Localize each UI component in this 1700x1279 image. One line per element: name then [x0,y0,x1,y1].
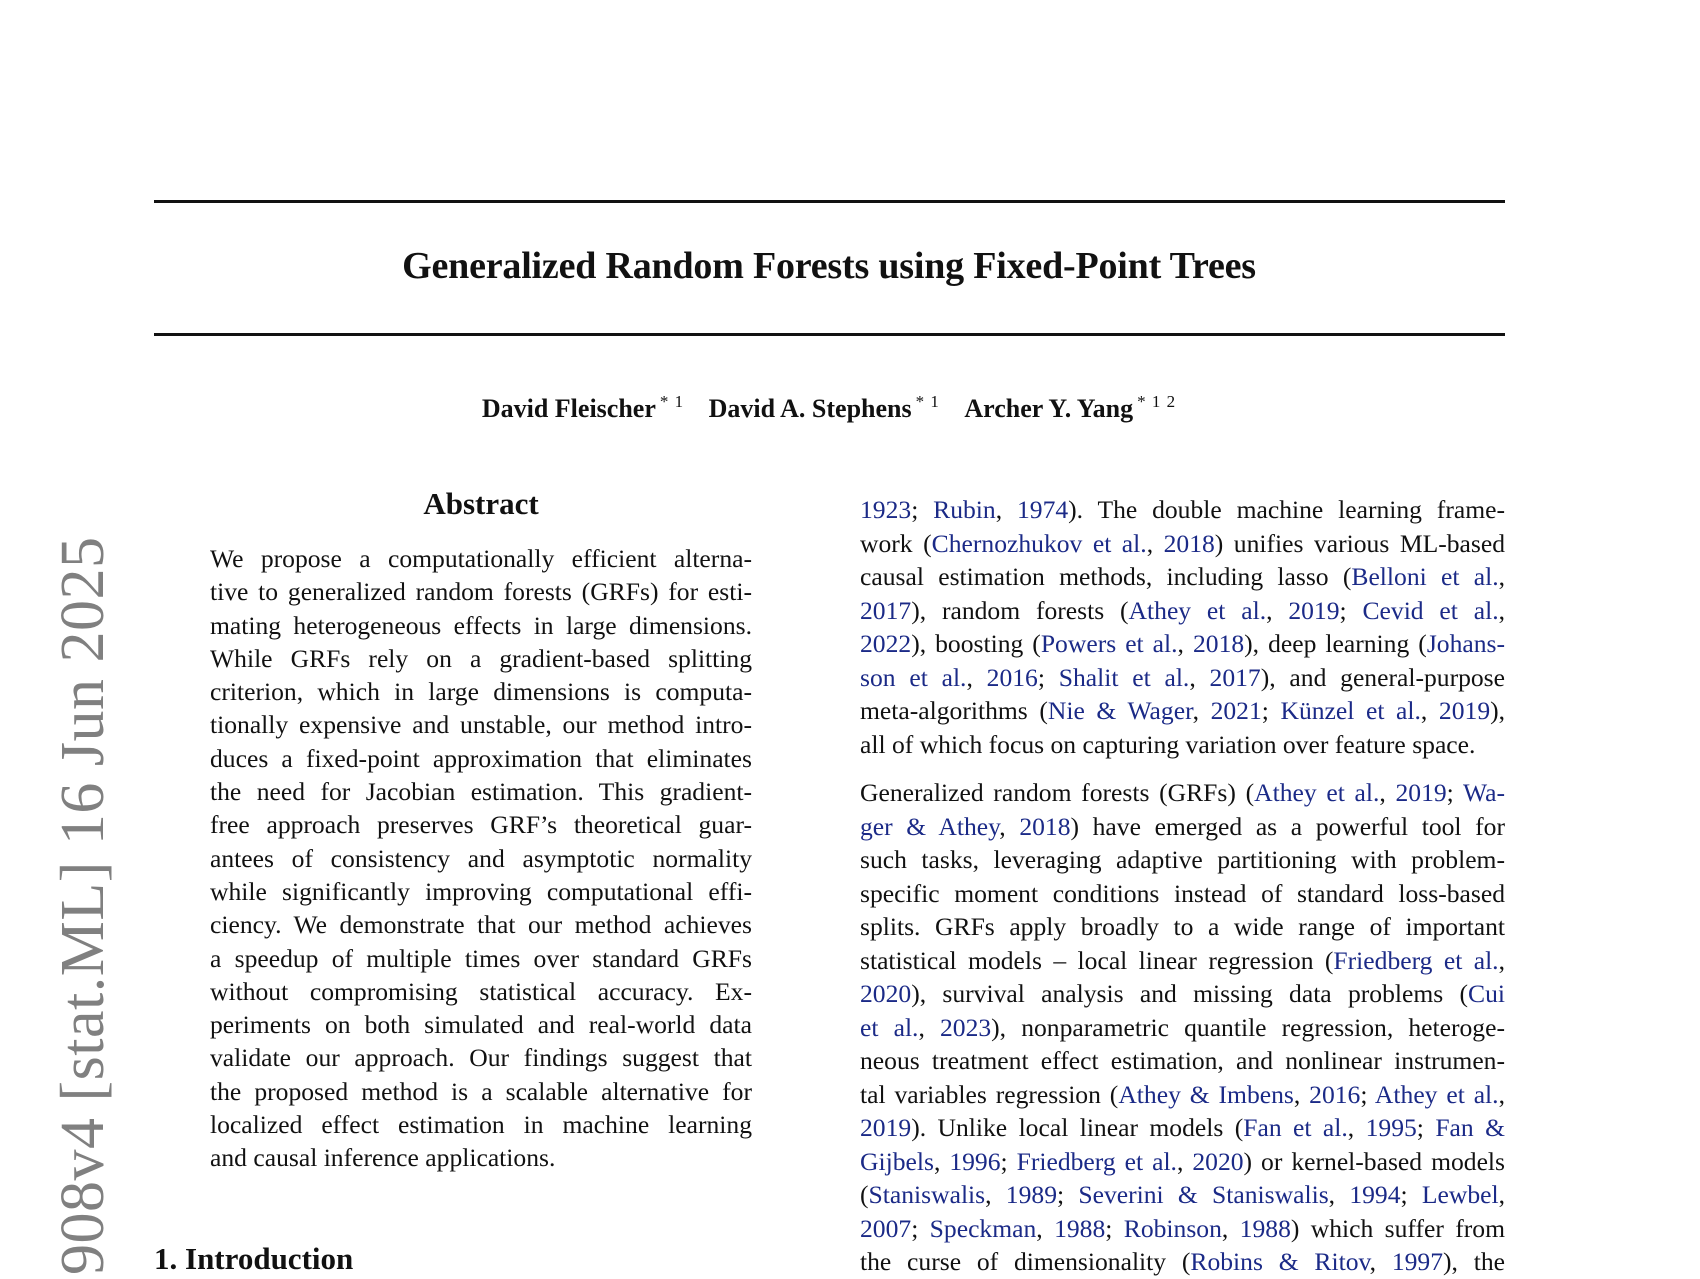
citation-link[interactable]: 2020 [860,979,912,1008]
abstract-line: while significantly improving computational effi- [210,876,752,906]
citation-link[interactable]: ger & Athey [860,811,1000,841]
citation-link[interactable]: 2023 [939,1012,992,1042]
citation-link[interactable]: 2007 [860,1213,912,1243]
citation-link[interactable]: 2018 [1163,528,1215,558]
body-text: , [1192,696,1211,725]
abstract-line: and causal inference applications. [210,1143,556,1173]
text-line [860,1178,1505,1212]
citation-link[interactable]: 2019 [1288,595,1340,625]
citation-link[interactable]: Athey & Imbens [1118,1079,1294,1109]
abstract-line: antees of consistency and asymptotic normality [210,843,752,873]
text-line [860,560,1505,594]
body-text: , [918,1012,940,1042]
body-text: , [1498,945,1505,975]
citation-link[interactable]: 2017 [1209,662,1261,692]
body-text: Generalized random forests (GRFs) ( [860,778,1255,807]
body-text: ; [1000,1146,1017,1176]
citation-link[interactable]: 1996 [949,1146,1001,1176]
body-text: ), [1490,696,1506,725]
body-text: such tasks, leveraging adaptive partitioning with problem- [860,845,1505,874]
author-affiliation: * 1 2 [1137,392,1177,411]
text-line [860,694,1505,728]
body-text: , [1498,1079,1505,1109]
body-text: ; [1339,595,1363,625]
citation-link[interactable]: 1923 [860,495,912,524]
author [709,392,940,424]
body-text: the curse of dimensionality ( [860,1247,1191,1276]
text-line [860,944,1505,978]
abstract-line: periments on both simulated and real-world data [210,1010,752,1040]
author-name: David A. Stephens [708,394,912,423]
body-text: , [995,495,1017,524]
citation-link[interactable]: 2019 [1438,696,1491,725]
text-line [860,977,1505,1011]
body-text: , [1498,595,1506,625]
body-text: ), nonparametric quantile regression, heteroge- [991,1012,1505,1042]
body-text: tal variables regression ( [860,1079,1119,1109]
citation-link[interactable]: Fan & [1435,1113,1506,1142]
abstract-body [210,542,752,1175]
abstract-line: a speedup of multiple times over standard GRFs [210,943,752,973]
citation-link[interactable]: 1988 [1239,1213,1291,1243]
body-text: , [966,662,987,692]
body-text: splits. GRFs apply broadly to a wide range of important [860,912,1505,941]
body-text: , [1176,1146,1193,1176]
title-bottom-rule [154,333,1505,336]
author-affiliation: * 1 [659,392,685,411]
body-text: ; [1056,1180,1079,1209]
citation-link[interactable]: Speckman [929,1213,1037,1243]
citation-link[interactable]: 2018 [1192,629,1245,658]
citation-link[interactable]: Athey et al. [1128,595,1267,625]
body-text: , [1328,1180,1350,1209]
body-text: , [1420,696,1439,725]
text-line [860,910,1505,944]
author [482,392,684,424]
body-text: ). The double machine learning frame- [1068,495,1505,524]
citation-link[interactable]: Shalit et al. [1058,662,1190,692]
body-text: ; [1037,662,1059,692]
abstract-line: the need for Jacobian estimation. This gradient- [210,777,752,807]
text-line [860,776,1505,810]
body-text: , [1266,595,1289,625]
body-text: causal estimation methods, including lasso ( [860,562,1352,591]
citation-link[interactable]: 1994 [1349,1180,1401,1209]
abstract-line: free approach preserves GRF’s theoretical guar- [210,810,752,840]
text-line [860,661,1505,695]
text-line [860,1145,1505,1179]
citation-link[interactable]: 2019 [860,1113,912,1142]
citation-link[interactable]: 2021 [1210,696,1262,725]
text-line [860,1245,1505,1279]
citation-link[interactable]: Gijbels [860,1146,934,1176]
body-text: ; [1400,1180,1422,1209]
body-text: ) or kernel-based models [1243,1146,1505,1176]
body-text: ), the [1443,1247,1505,1276]
body-text: ) have emerged as a powerful tool for [1070,811,1506,841]
body-text: work ( [860,528,932,558]
body-text: , [985,1180,1006,1209]
citation-link[interactable]: Friedberg et al. [1333,945,1499,975]
citation-link[interactable]: Athey et al. [1254,778,1380,807]
citation-link[interactable]: 2016 [1309,1079,1361,1109]
body-text: , [1293,1079,1310,1109]
text-line [860,877,1505,911]
text-line [860,1078,1505,1112]
abstract-line: duces a fixed-point approximation that eliminates [210,743,752,773]
text-line [860,810,1505,844]
abstract-line: the proposed method is a scalable alternative for [210,1076,752,1106]
citation-link[interactable]: son et al. [860,662,967,692]
body-text: , [1146,528,1164,558]
citation-link[interactable]: Athey et al. [1374,1079,1499,1109]
author-affiliation: * 1 [915,392,940,411]
citation-link[interactable]: 2018 [1019,811,1071,841]
abstract-line: While GRFs rely on a gradient-based splitting [210,643,752,673]
body-text: , [1177,629,1193,658]
body-text: ; [911,495,934,524]
text-line [860,594,1505,628]
text-line [860,1044,1505,1078]
abstract-line: mating heterogeneous effects in large dimensions. [210,610,752,640]
citation-link[interactable]: Cevid et al. [1362,595,1499,625]
abstract-line: ciency. We demonstrate that our method achieves [210,910,752,940]
body-text: ) which suffer from [1290,1213,1506,1243]
body-text: ), and general-purpose [1260,662,1506,692]
section-heading-introduction: 1. Introduction [154,1241,354,1276]
abstract-line: without compromising statistical accuracy. Ex- [210,976,752,1006]
body-text: ; [1105,1213,1124,1243]
text-line [860,728,1505,762]
body-text: ; [1446,778,1463,807]
body-text: ) unifies various ML-based [1214,528,1506,558]
title-top-rule [154,200,1505,203]
citation-link[interactable]: 2020 [1192,1146,1244,1176]
body-text: meta-algorithms ( [860,696,1048,725]
citation-link[interactable]: Wa- [1463,778,1505,807]
body-text: , [1498,1180,1506,1209]
citation-link[interactable]: Künzel et al. [1280,696,1421,725]
abstract-line: localized effect estimation in machine learning [210,1110,752,1140]
citation-link[interactable]: 1997 [1391,1247,1444,1276]
paper-title: Generalized Random Forests using Fixed-Point Trees [402,245,1256,287]
citation-link[interactable]: Robins & Ritov [1190,1247,1370,1276]
citation-link[interactable]: 2019 [1395,778,1447,807]
arxiv-identifier-stamp: 908v4 [stat.ML] 16 Jun 2025 [49,536,117,1275]
citation-link[interactable]: Fan et al. [1243,1113,1348,1142]
citation-link[interactable]: Rubin [933,495,996,524]
body-text: , [1498,562,1505,591]
citation-link[interactable]: 2017 [860,595,912,625]
text-line [860,493,1505,527]
citation-link[interactable]: 1974 [1016,495,1069,524]
body-text: statistical models – local linear regression ( [860,945,1334,975]
body-text: , [999,811,1020,841]
abstract-line: tive to generalized random forests (GRFs) for esti- [210,577,752,607]
author-name: Archer Y. Yang [964,394,1134,423]
author-list [0,392,1658,424]
body-text: ; [911,1213,930,1243]
body-text: ). Unlike local linear models ( [911,1113,1244,1142]
abstract-line: We propose a computationally efficient alterna- [210,544,752,573]
author [964,392,1176,424]
body-text: , [1189,662,1210,692]
body-text: , [1347,1113,1366,1142]
body-text: ), boosting ( [911,629,1041,658]
body-text: ; [1360,1079,1375,1109]
body-text: , [933,1146,950,1176]
citation-link[interactable]: Chernozhukov et al. [931,528,1147,558]
citation-link[interactable]: 2016 [986,662,1038,692]
citation-link[interactable]: Staniswalis [868,1180,986,1209]
body-text: neous treatment effect estimation, and nonlinear instrumen- [860,1046,1505,1075]
text-line [860,527,1505,561]
body-text: all of which focus on capturing variation over feature space. [860,729,1476,759]
body-text: ; [1416,1113,1436,1142]
citation-link[interactable]: Powers et al. [1040,629,1178,658]
citation-link[interactable]: 1989 [1005,1180,1057,1209]
body-text: ), deep learning ( [1244,629,1427,658]
paragraph [860,776,1505,1279]
citation-link[interactable]: 1995 [1365,1113,1417,1142]
citation-link[interactable]: Cui [1468,979,1505,1008]
citation-link[interactable]: 2022 [860,629,912,658]
text-line [860,843,1505,877]
text-line [860,627,1505,661]
text-line [860,1212,1505,1246]
abstract-line: validate our approach. Our findings suggest that [210,1043,752,1073]
citation-link[interactable]: Belloni et al. [1351,562,1499,591]
citation-link[interactable]: Johans- [1426,629,1506,658]
body-text: , [1221,1213,1240,1243]
text-line [860,1011,1505,1045]
citation-link[interactable]: Robinson [1123,1213,1222,1243]
body-text: ( [860,1180,869,1209]
body-text: , [1379,778,1396,807]
citation-link[interactable]: Severini & Staniswalis [1078,1180,1329,1209]
citation-link[interactable]: Nie & Wager [1047,696,1193,725]
body-text: , [1036,1213,1055,1243]
citation-link[interactable]: Lewbel [1421,1180,1499,1209]
body-text: , [1369,1247,1392,1276]
author-name: David Fleischer [481,394,656,423]
abstract-line: criterion, which in large dimensions is computa- [210,677,752,707]
citation-link[interactable]: Friedberg et al. [1016,1146,1177,1176]
citation-link[interactable]: et al. [860,1012,919,1042]
body-text: ), random forests ( [911,595,1129,625]
paragraph [860,493,1505,761]
body-text: ), survival analysis and missing data problems ( [911,979,1469,1008]
text-line [860,1111,1505,1145]
abstract-heading: Abstract [423,486,539,521]
abstract-line: tionally expensive and unstable, our method intro- [210,710,752,740]
citation-link[interactable]: 1988 [1054,1213,1106,1243]
body-text: specific moment conditions instead of standard loss-based [860,878,1505,908]
body-text: ; [1261,696,1281,725]
